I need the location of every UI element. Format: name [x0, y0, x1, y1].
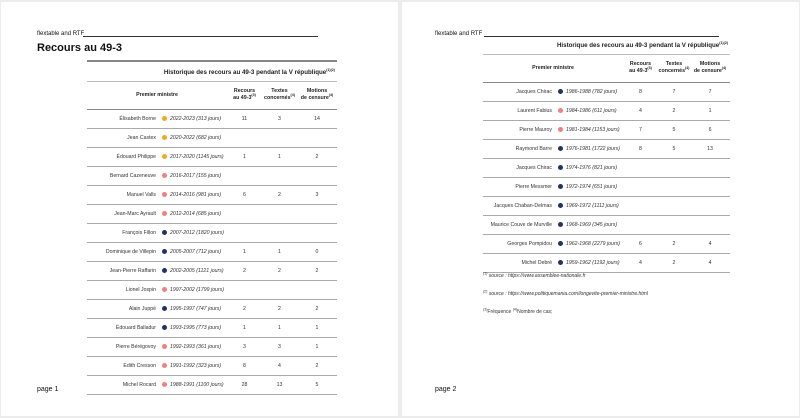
mandate-period: 2005-2007 (712 jours) [169, 242, 227, 261]
mandate-period: 1995-1997 (747 jours) [169, 299, 227, 318]
recours-value: 28 [227, 375, 262, 394]
table-row [483, 177, 730, 196]
textes-value [262, 204, 297, 223]
motions-value [297, 223, 337, 242]
premier-ministre-name: Jean Castex [87, 128, 159, 147]
textes-value: 1 [262, 242, 297, 261]
mandate-period: 1969-1972 (1111 jours) [565, 196, 623, 215]
motions-value: 14 [297, 109, 337, 128]
col-header-recours: Recours au 49-3$^{(3)}$ [227, 81, 262, 109]
motions-value: 3 [297, 185, 337, 204]
table-row [87, 128, 337, 147]
col-header-premier-ministre: Premier ministre [483, 54, 623, 82]
table-row [87, 356, 337, 375]
textes-value: 2 [658, 253, 690, 272]
premier-ministre-name: Édouard Philippe [87, 147, 159, 166]
party-dot [555, 177, 565, 196]
premier-ministre-name: Jean-Pierre Raffarin [87, 261, 159, 280]
col-header-motions: Motions de censure$^{(4)}$ [297, 81, 337, 109]
party-color-dot-icon [162, 249, 167, 254]
recours-value: 4 [623, 253, 658, 272]
textes-value: 2 [262, 299, 297, 318]
party-dot [159, 109, 169, 128]
motions-value: 4 [690, 234, 730, 253]
premier-ministre-name: Jacques Chaban-Delmas [483, 196, 555, 215]
recours-value: 2 [227, 299, 262, 318]
table-row [483, 101, 730, 120]
party-color-dot-icon [162, 230, 167, 235]
party-dot [159, 299, 169, 318]
premier-ministre-name: Georges Pompidou [483, 234, 555, 253]
premier-ministre-name: Dominique de Villepin [87, 242, 159, 261]
party-color-dot-icon [162, 287, 167, 292]
motions-value [297, 280, 337, 299]
party-dot [159, 337, 169, 356]
textes-value: 2 [658, 234, 690, 253]
party-dot [159, 223, 169, 242]
table-row [483, 139, 730, 158]
table-row [483, 158, 730, 177]
mandate-period: 2022-2023 (313 jours) [169, 109, 227, 128]
mandate-period: 1997-2002 (1799 jours) [169, 280, 227, 299]
premier-ministre-name: Jacques Chirac [483, 158, 555, 177]
party-color-dot-icon [558, 222, 563, 227]
premier-ministre-name: Jacques Chirac [483, 82, 555, 101]
page-number: page 2 [435, 386, 457, 393]
recours-value: 8 [623, 139, 658, 158]
table-row [483, 253, 730, 272]
premier-ministre-name: Edith Cresson [87, 356, 159, 375]
motions-value: 7 [690, 82, 730, 101]
table-row [87, 185, 337, 204]
recours-value: 11 [227, 109, 262, 128]
footnotes [483, 273, 763, 327]
party-dot [159, 356, 169, 375]
premier-ministre-name: Pierre Bérégovoy [87, 337, 159, 356]
motions-value: 1 [690, 101, 730, 120]
party-dot [159, 280, 169, 299]
party-dot [159, 185, 169, 204]
premier-ministre-name: Alain Juppé [87, 299, 159, 318]
party-color-dot-icon [558, 89, 563, 94]
textes-value [658, 196, 690, 215]
mandate-period: 2012-2014 (685 jours) [169, 204, 227, 223]
party-dot [555, 215, 565, 234]
mandate-period: 2017-2020 (1145 jours) [169, 147, 227, 166]
textes-value: 1 [262, 318, 297, 337]
party-color-dot-icon [558, 241, 563, 246]
mandate-period: 1962-1968 (2279 jours) [565, 234, 623, 253]
party-dot [159, 318, 169, 337]
table-row [87, 375, 337, 394]
party-color-dot-icon [162, 325, 167, 330]
textes-value [658, 177, 690, 196]
party-color-dot-icon [162, 154, 167, 159]
party-dot [159, 128, 169, 147]
footnote-1: $^{(1)}$ source : https://www.assemblee-nationale.fr [483, 271, 586, 279]
party-color-dot-icon [558, 260, 563, 265]
recours-value: 3 [227, 337, 262, 356]
party-dot [555, 196, 565, 215]
table-row [87, 318, 337, 337]
table-row [87, 242, 337, 261]
table-row [483, 215, 730, 234]
mandate-period: 1981-1984 (1153 jours) [565, 120, 623, 139]
party-dot [555, 234, 565, 253]
party-color-dot-icon [162, 363, 167, 368]
mandate-period: 1992-1993 (361 jours) [169, 337, 227, 356]
mandate-period: 1986-1988 (782 jours) [565, 82, 623, 101]
table-body-page-2 [483, 82, 730, 272]
header-note: flextable and RTF [37, 31, 85, 37]
textes-value [262, 280, 297, 299]
textes-value: 5 [658, 120, 690, 139]
footnote-3-4: $^{(3)}$Fréquence $^{(4)}$Nombre de cas; [483, 307, 553, 315]
textes-value: 3 [262, 109, 297, 128]
textes-value [262, 166, 297, 185]
recours-value: 6 [623, 234, 658, 253]
party-color-dot-icon [558, 184, 563, 189]
party-color-dot-icon [162, 173, 167, 178]
party-color-dot-icon [558, 165, 563, 170]
textes-value: 4 [262, 356, 297, 375]
party-dot [159, 147, 169, 166]
motions-value: 13 [690, 139, 730, 158]
party-color-dot-icon [162, 192, 167, 197]
table-row [483, 82, 730, 101]
premier-ministre-name: Laurent Fabius [483, 101, 555, 120]
table-row [87, 147, 337, 166]
party-color-dot-icon [162, 382, 167, 387]
premier-ministre-name: Jean-Marc Ayrault [87, 204, 159, 223]
mandate-period: 2007-2012 (1820 jours) [169, 223, 227, 242]
party-dot [555, 139, 565, 158]
textes-value [658, 158, 690, 177]
party-dot [159, 204, 169, 223]
party-dot [159, 242, 169, 261]
header-rule [83, 36, 318, 37]
textes-value: 2 [262, 261, 297, 280]
table-body-page-1 [87, 109, 337, 394]
recours-value [623, 196, 658, 215]
party-dot [555, 253, 565, 272]
premier-ministre-name: Lionel Jospin [87, 280, 159, 299]
mandate-period: 1974-1976 (821 jours) [565, 158, 623, 177]
party-color-dot-icon [558, 146, 563, 151]
party-color-dot-icon [558, 203, 563, 208]
premier-ministre-name: Michel Rocard [87, 375, 159, 394]
party-color-dot-icon [162, 268, 167, 273]
table-49-3-part-2 [483, 38, 730, 273]
premier-ministre-name: Michel Debré [483, 253, 555, 272]
page-title: Recours au 49-3 [37, 42, 122, 54]
recours-value: 1 [227, 242, 262, 261]
motions-value: 6 [690, 120, 730, 139]
motions-value [297, 204, 337, 223]
page-2 [402, 2, 799, 416]
premier-ministre-name: François Fillon [87, 223, 159, 242]
col-header-motions: Motions de censure$^{(4)}$ [690, 54, 730, 82]
recours-value: 1 [227, 147, 262, 166]
recours-value: 1 [227, 318, 262, 337]
motions-value [297, 166, 337, 185]
recours-value: 4 [623, 101, 658, 120]
mandate-period: 1976-1981 (1722 jours) [565, 139, 623, 158]
recours-value: 8 [227, 356, 262, 375]
motions-value [690, 215, 730, 234]
table-49-3-part-1 [87, 60, 337, 395]
table-row [87, 109, 337, 128]
page-1 [1, 2, 398, 416]
party-dot [555, 101, 565, 120]
mandate-period: 1993-1995 (773 jours) [169, 318, 227, 337]
textes-value [262, 128, 297, 147]
motions-value: 4 [690, 253, 730, 272]
party-color-dot-icon [162, 116, 167, 121]
header-rule [484, 36, 719, 37]
header-note: flextable and RTF [435, 31, 483, 37]
table-row [87, 337, 337, 356]
motions-value: 5 [297, 375, 337, 394]
table-row [87, 166, 337, 185]
party-color-dot-icon [162, 306, 167, 311]
motions-value [690, 177, 730, 196]
textes-value: 1 [262, 147, 297, 166]
table-caption: Historique des recours au 49-3 pendant la V république$^{(1)(2)}$ [556, 41, 729, 50]
party-dot [555, 82, 565, 101]
textes-value: 13 [262, 375, 297, 394]
motions-value [690, 158, 730, 177]
table-caption: Historique des recours au 49-3 pendant la V république$^{(1)(2)}$ [163, 68, 335, 77]
table-row [87, 280, 337, 299]
motions-value: 0 [297, 242, 337, 261]
mandate-period: 1968-1969 (345 jours) [565, 215, 623, 234]
recours-value [623, 177, 658, 196]
table-row [87, 261, 337, 280]
recours-value [227, 204, 262, 223]
party-color-dot-icon [558, 127, 563, 132]
mandate-period: 2014-2016 (981 jours) [169, 185, 227, 204]
premier-ministre-name: Pierre Messmer [483, 177, 555, 196]
table-row [87, 204, 337, 223]
page-number: page 1 [37, 386, 59, 393]
motions-value: 2 [297, 147, 337, 166]
motions-value: 2 [297, 356, 337, 375]
premier-ministre-name: Bernard Cazeneuve [87, 166, 159, 185]
recours-value [623, 158, 658, 177]
footnote-2: $^{(2)}$ source : https://www.politiquemania.com/longevite-premier-ministre.html [483, 289, 648, 297]
motions-value: 1 [297, 318, 337, 337]
textes-value: 2 [262, 185, 297, 204]
motions-value: 2 [297, 299, 337, 318]
premier-ministre-name: Maurice Couve de Murville [483, 215, 555, 234]
mandate-period: 1991-1992 (323 jours) [169, 356, 227, 375]
textes-value: 2 [658, 101, 690, 120]
textes-value [262, 223, 297, 242]
party-dot [159, 375, 169, 394]
recours-value [227, 128, 262, 147]
mandate-period: 2016-2017 (155 jours) [169, 166, 227, 185]
party-dot [555, 120, 565, 139]
textes-value: 5 [658, 139, 690, 158]
recours-value [623, 215, 658, 234]
recours-value: 8 [623, 82, 658, 101]
textes-value: 3 [262, 337, 297, 356]
premier-ministre-name: Élisabeth Borne [87, 109, 159, 128]
party-color-dot-icon [162, 211, 167, 216]
mandate-period: 2002-2005 (1121 jours) [169, 261, 227, 280]
party-dot [159, 261, 169, 280]
table-row [483, 234, 730, 253]
table-row [87, 299, 337, 318]
table-row [483, 120, 730, 139]
mandate-period: 1972-1974 (651 jours) [565, 177, 623, 196]
col-header-textes: Textes concernés$^{(4)}$ [262, 81, 297, 109]
party-color-dot-icon [162, 135, 167, 140]
party-dot [159, 166, 169, 185]
motions-value [690, 196, 730, 215]
mandate-period: 1988-1991 (1100 jours) [169, 375, 227, 394]
textes-value [658, 215, 690, 234]
recours-value: 7 [623, 120, 658, 139]
mandate-period: 1984-1986 (611 jours) [565, 101, 623, 120]
col-header-recours: Recours au 49-3$^{(3)}$ [623, 54, 658, 82]
recours-value [227, 280, 262, 299]
party-dot [555, 158, 565, 177]
mandate-period: 2020-2022 (682 jours) [169, 128, 227, 147]
motions-value [297, 128, 337, 147]
premier-ministre-name: Pierre Mauroy [483, 120, 555, 139]
motions-value: 2 [297, 261, 337, 280]
premier-ministre-name: Raymond Barre [483, 139, 555, 158]
motions-value: 1 [297, 337, 337, 356]
recours-value [227, 166, 262, 185]
col-header-textes: Textes concernés$^{(4)}$ [658, 54, 690, 82]
recours-value: 6 [227, 185, 262, 204]
table-row [483, 196, 730, 215]
recours-value: 2 [227, 261, 262, 280]
premier-ministre-name: Manuel Valls [87, 185, 159, 204]
col-header-premier-ministre: Premier ministre [87, 81, 227, 109]
table-row [87, 223, 337, 242]
mandate-period: 1959-1962 (1192 jours) [565, 253, 623, 272]
premier-ministre-name: Édouard Balladur [87, 318, 159, 337]
party-color-dot-icon [162, 344, 167, 349]
textes-value: 7 [658, 82, 690, 101]
recours-value [227, 223, 262, 242]
party-color-dot-icon [558, 108, 563, 113]
